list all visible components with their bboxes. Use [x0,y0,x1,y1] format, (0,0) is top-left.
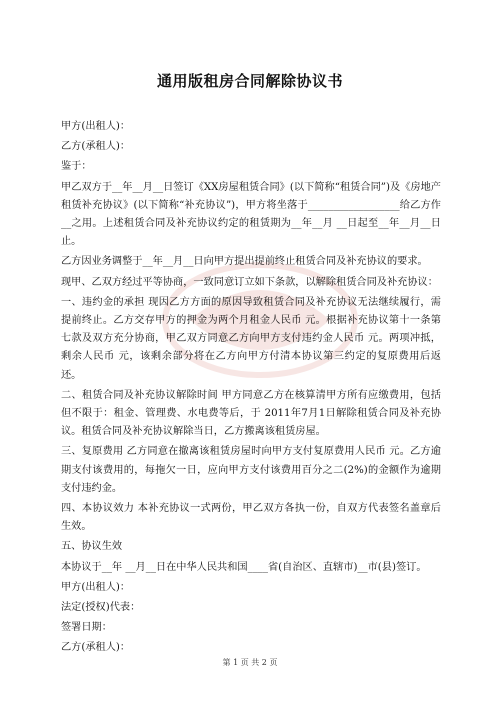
signing-place-line: 本协议于__年 __月__日在中华人民共和国____省(自治区、直辖市)__市(县)签订。 [61,561,427,573]
whereas-heading: 鉴于： [61,161,92,173]
signature-party-a: 甲方(出租人)： [61,581,131,593]
signature-legal-rep: 法定(授权)代表： [61,602,141,614]
paragraph-agreement-intro: 现甲、乙双方经过平等协商，一致同意订立如下条款，以解除租赁合同及补充协议： [61,276,438,288]
paragraph-background: 甲乙双方于__年__月__日签订《XX房屋租赁合同》(以下简称“租赁合同”)及《房地产租赁补充协议》(以下简称“补充协议”)，甲方将坐落于__________________给乙方作__之用。上述租赁合同及补充协议约定的租赁期为__年__月 __日起至__年__月__日止。 [61,181,441,248]
party-a-line: 甲方(出租人)： [61,121,131,132]
clause-5-heading: 五、协议生效 [61,541,123,553]
party-b-line: 乙方(承租人)： [61,141,131,153]
page-footer: 第 1 页 共 2 页 [222,658,278,667]
signature-date: 签署日期： [61,622,112,634]
document-body [61,118,441,660]
clause-3-restoration: 三、复原费用 乙方同意在撤离该租赁房屋时向甲方支付复原费用人民币 元。乙方逾期支付该费用的，每拖欠一日，应向甲方支付该费用百分之二(2%)的金额作为逾期支付违约金。 [61,446,441,494]
clause-1-penalty: 一、违约金的承担 现因乙方方面的原因导致租赁合同及补充协议无法继续履行，需提前终止。乙方交存甲方的押金为两个月租金人民币 元。根据补充协议第十一条第七款及双方充分协商，甲乙双方同意乙方向甲方支付违约金人民币 元。两项冲抵，剩余人民币 元，该剩余部分将在乙方向甲方付清本协议第三约定的复原费用后返还。 [61,296,441,381]
clause-4-effect: 四、本协议效力 本补充协议一式两份，甲乙双方各执一份，自双方代表签名盖章后生效。 [61,503,441,533]
clause-2-termination: 二、租赁合同及补充协议解除时间 甲方同意乙方在核算清甲方所有应缴费用，包括但不限于：租金、管理费、水电费等后，于 2011年7月1日解除租赁合同及补充协议。租赁合同及补充协议解除当日，乙方搬离该租赁房屋。 [61,389,441,438]
paragraph-request: 乙方因业务调整于__年__月__日向甲方提出提前终止租赁合同及补充协议的要求。 [61,256,428,268]
document-title: 通用版租房合同解除协议书 [156,72,343,90]
signature-party-b: 乙方(承租人)： [61,642,131,654]
